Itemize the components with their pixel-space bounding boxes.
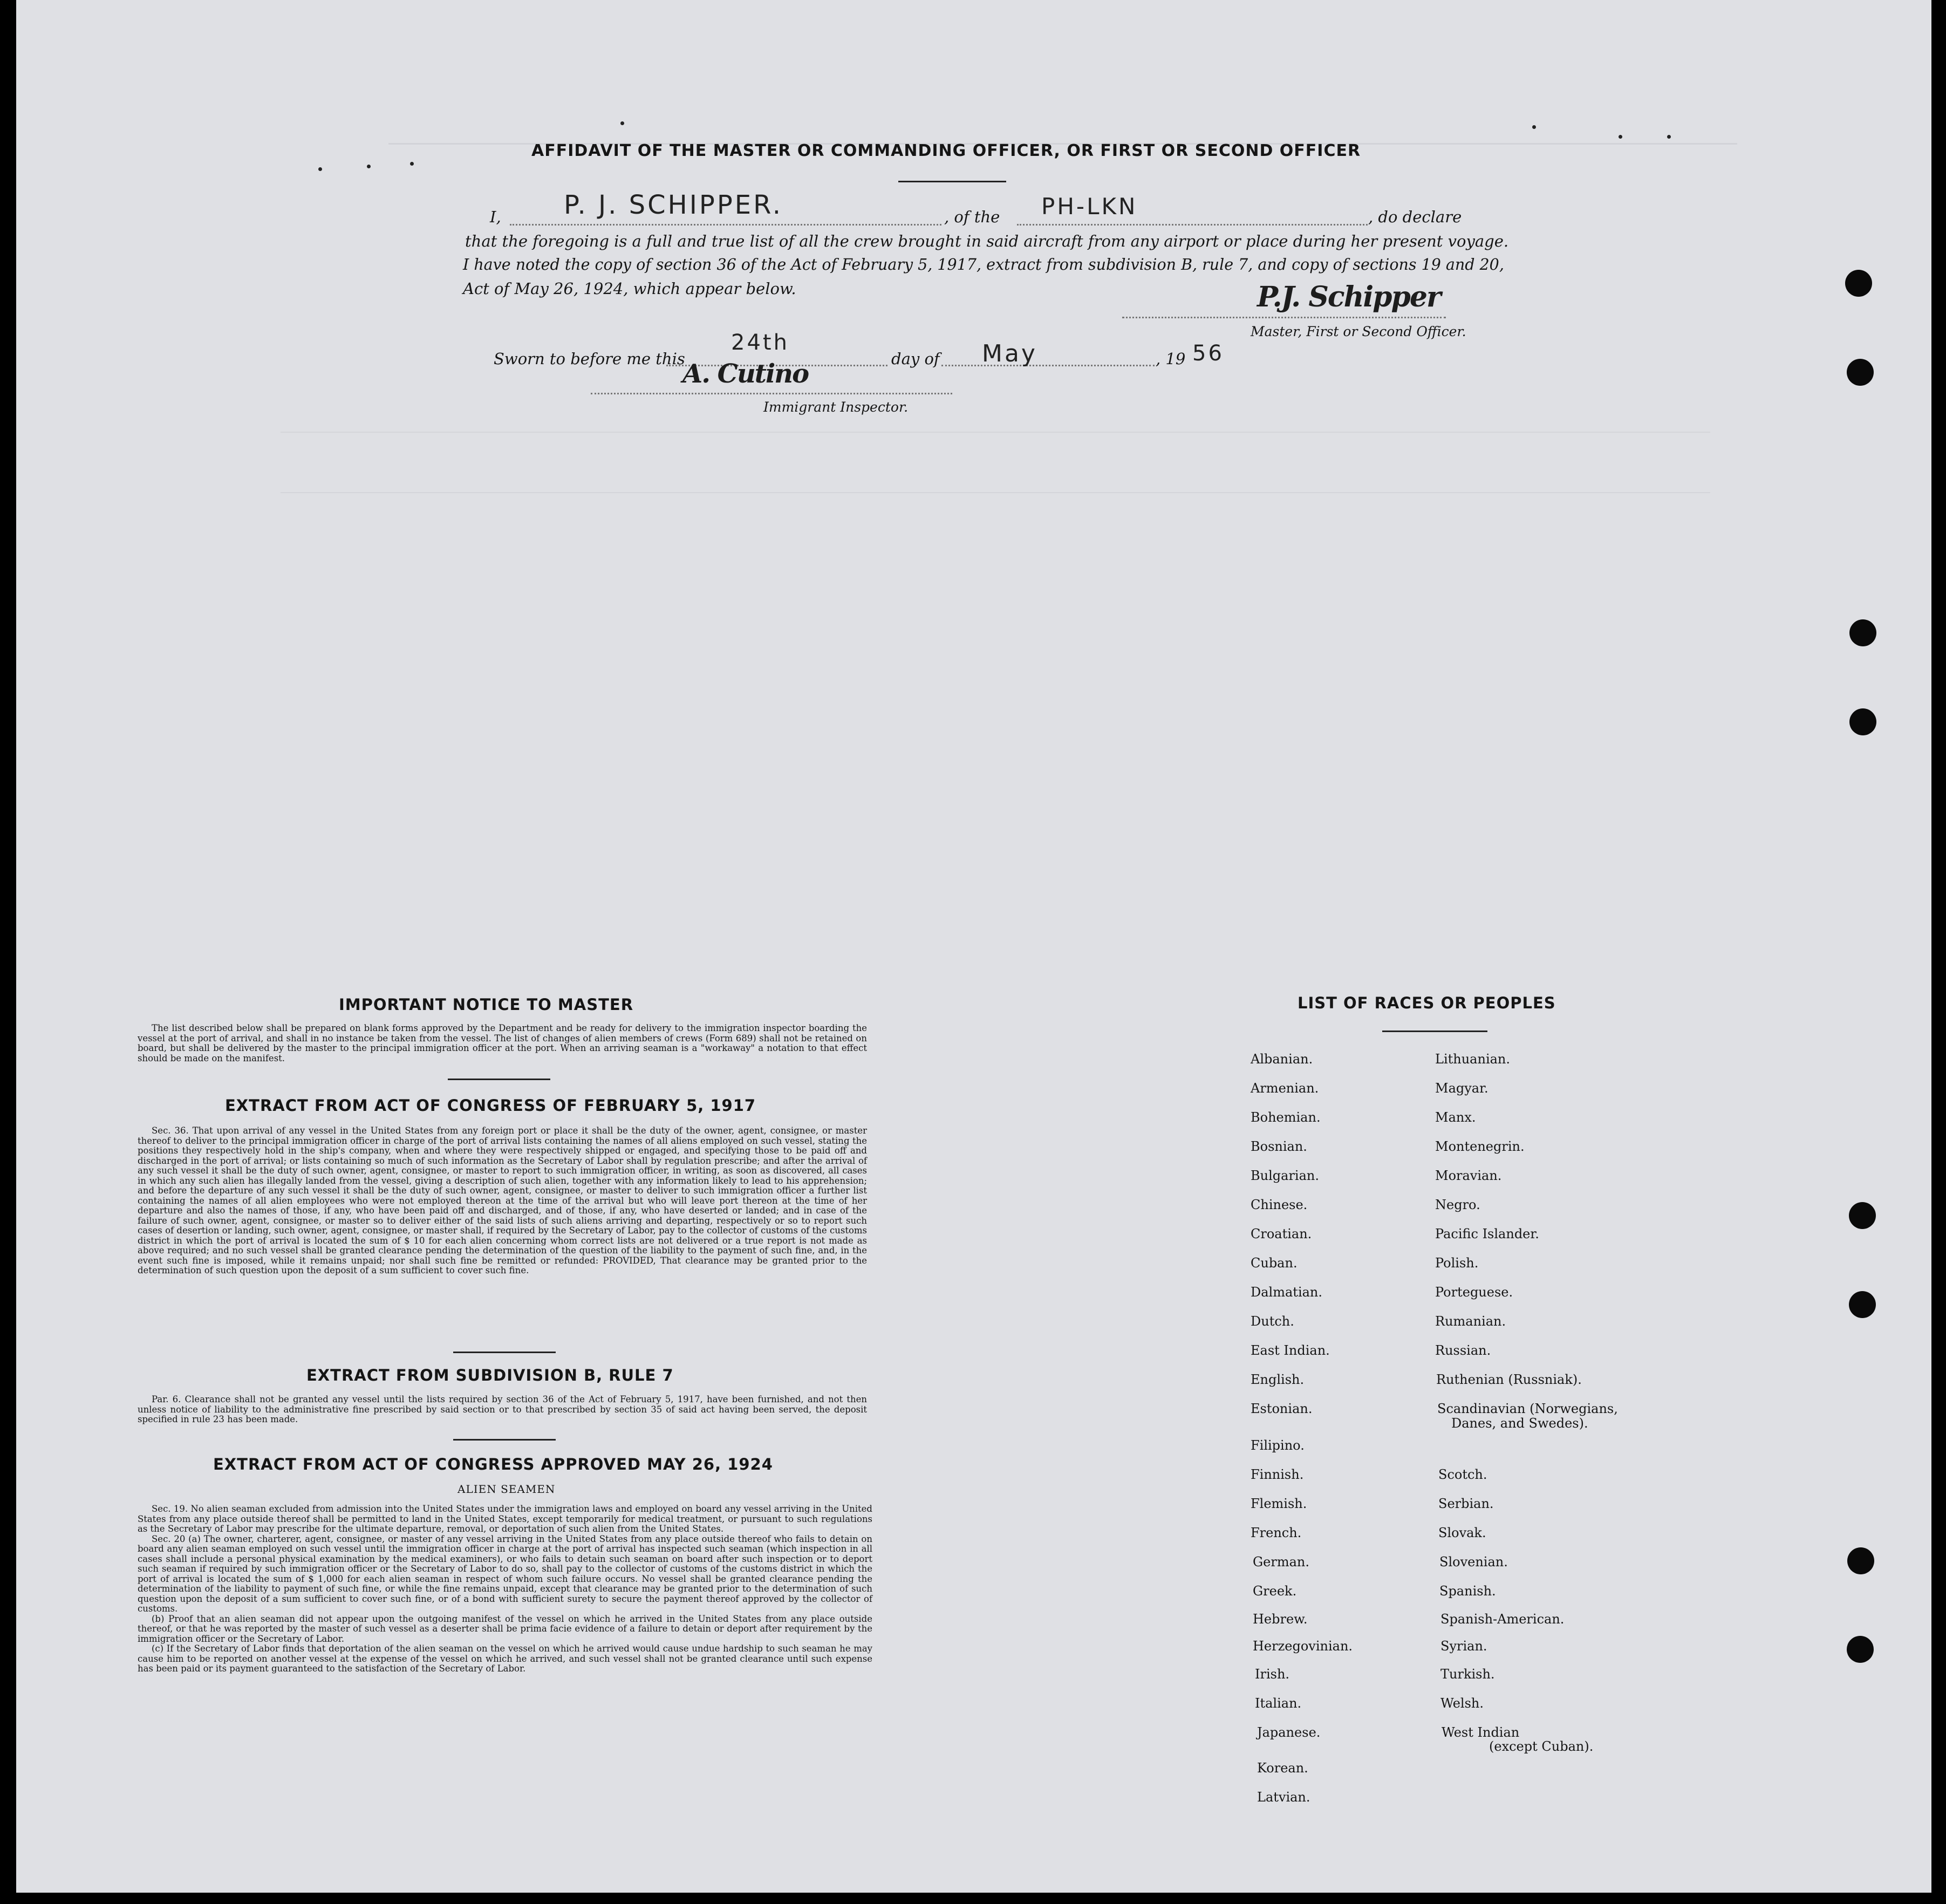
sworn-month-blank bbox=[941, 365, 1155, 366]
affidavit-of-the: , of the bbox=[944, 208, 1000, 226]
race-item: Bulgarian. bbox=[1251, 1168, 1319, 1183]
affidavit-line-4: Act of May 26, 1924, which appear below. bbox=[463, 279, 796, 298]
race-item: Lithuanian. bbox=[1435, 1052, 1511, 1067]
race-item: Negro. bbox=[1435, 1197, 1480, 1212]
sworn-day-handwritten: 24th bbox=[731, 330, 789, 355]
aircraft-blank bbox=[1017, 224, 1368, 226]
race-item: Slovenian. bbox=[1439, 1554, 1508, 1569]
race-item: Bosnian. bbox=[1251, 1139, 1307, 1154]
race-item: Albanian. bbox=[1251, 1052, 1313, 1067]
race-item: Moravian. bbox=[1435, 1168, 1502, 1183]
punch-hole bbox=[1849, 1202, 1876, 1229]
race-item: Herzegovinian. bbox=[1253, 1639, 1353, 1654]
bottom-edge bbox=[16, 1893, 1931, 1904]
race-item: Finnish. bbox=[1251, 1467, 1304, 1482]
punch-hole bbox=[1847, 359, 1874, 386]
race-item: Chinese. bbox=[1251, 1197, 1308, 1212]
race-item: Croatian. bbox=[1251, 1226, 1312, 1241]
affidavit-do-declare: , do declare bbox=[1368, 208, 1462, 226]
race-item: Bohemian. bbox=[1251, 1110, 1321, 1125]
race-item: Dutch. bbox=[1251, 1314, 1294, 1329]
race-item: Estonian. bbox=[1251, 1401, 1313, 1416]
extract-1917-text: Sec. 36. That upon arrival of any vessel in the United States from any foreign port or place it shall be the duty of the owner, agent, consignee, or master thereof to deliver to the principal immigration officer in charge of the port of arrival lists containing the names of all aliens employed on such vessel, stating the positions they respectively hold in the ship's company, when and where they were respectively shipped or engaged, and specifying those to be paid off and discharged in the port of arrival; or lists containing so much of such information as the Secretary of Labor shall by regulation prescribe; and after the arrival of any such vessel it shall be the duty of such owner, agent, consignee, or master to report to such immigration officer, in writing, as soon as discovered, all cases in which any such alien has illegally landed from the vessel, giving a description of such alien, together with any information likely to lead to his apprehension; and before the departure of any such vessel it shall be the duty of such owner, agent, consignee, or master to deliver to such immigration officer a further list containing the names of all alien employees who were not employed thereon at the time of the arrival but who will leave port thereon at the time of her departure and also the names of those, if any, who have been paid off and discharged, and of those, if any, who have deserted or landed; and in case of the failure of such owner, agent, consignee, or master so to deliver either of the said lists of such aliens arriving and departing, respectively or so to report such cases of desertion or landing, such owner, agent, consignee, or master shall, if required by the Secretary of Labor, pay to the collector of customs of the customs district in which the port of arrival is located the sum of $ 10 for each alien concerning whom correct lists are not delivered or a true report is not made as above required; and no such vessel shall be granted clearance pending the determination of the question of the liability to the payment of such fine, and, in the event such fine is imposed, while it remains unpaid; nor shall such fine be remitted or refunded: PROVIDED, That clearance may be granted prior to the determination of such question upon the deposit of a sum sufficient to cover such fine. bbox=[138, 1125, 867, 1275]
sec-20b-paragraph: (b) Proof that an alien seaman did not appear upon the outgoing manifest of the vessel on which he arrived in the United States from any place outside thereof, or that he was reported by the master of such vessel as a deserter shall be prima facie evidence of a failure to detain or deport after requirement by the immigration officer or the Secretary of Labor. bbox=[138, 1613, 872, 1644]
race-item: Turkish. bbox=[1440, 1667, 1495, 1682]
inspector-signature: A. Cutino bbox=[682, 359, 809, 389]
race-item: Serbian. bbox=[1438, 1496, 1494, 1511]
race-item: Dalmatian. bbox=[1251, 1285, 1323, 1300]
master-signature: P.J. Schipper bbox=[1257, 281, 1440, 313]
affidavit-title: AFFIDAVIT OF THE MASTER OR COMMANDING OFFICER, OR FIRST OR SECOND OFFICER bbox=[531, 141, 1361, 160]
master-signature-line bbox=[1122, 317, 1446, 318]
race-item: Porteguese. bbox=[1435, 1285, 1513, 1300]
races-title: LIST OF RACES OR PEOPLES bbox=[1298, 994, 1556, 1012]
extract-1917-rule bbox=[453, 1352, 556, 1353]
punch-hole bbox=[1849, 1291, 1876, 1318]
race-item: Danes, and Swedes). bbox=[1451, 1416, 1588, 1431]
punch-hole bbox=[1845, 270, 1872, 297]
race-item: Spanish-American. bbox=[1440, 1612, 1565, 1627]
race-item: French. bbox=[1251, 1525, 1302, 1540]
race-item: Flemish. bbox=[1251, 1496, 1307, 1511]
rule7-title: EXTRACT FROM SUBDIVISION B, RULE 7 bbox=[306, 1366, 674, 1384]
sworn-prefix: Sworn to before me this bbox=[494, 350, 685, 368]
races-rule bbox=[1382, 1031, 1487, 1032]
race-item: Scandinavian (Norwegians, bbox=[1437, 1401, 1618, 1416]
race-item: West Indian bbox=[1442, 1725, 1520, 1740]
sec-20c-paragraph: (c) If the Secretary of Labor finds that deportation of the alien seaman on the vessel on which he arrived would cause undue hardship to such seaman he may cause him to be reported on another vessel at the expense of the vessel on which he arrived, and such vessel shall not be granted clearance until such expense has been paid or its payment guaranteed to the satisfaction of the Secretary of Labor. bbox=[138, 1643, 872, 1674]
punch-hole bbox=[1847, 1636, 1874, 1663]
race-item: Magyar. bbox=[1435, 1081, 1488, 1096]
sworn-day-of: day of bbox=[891, 350, 940, 368]
aircraft-registration-handwritten: PH-LKN bbox=[1041, 193, 1138, 220]
race-item: Rumanian. bbox=[1435, 1314, 1506, 1329]
punch-hole bbox=[1849, 619, 1876, 646]
notice-text: The list described below shall be prepared on blank forms approved by the Department and be ready for delivery to the immigration inspector boarding the vessel at the port of arrival, and shall in no instance be taken from the vessel. The list of changes of alien members of crews (Form 689) shall not be retained on board, but shall be delivered by the master to the principal immigration officer at the port. When an arriving seaman is a "workaway" a notation to that effect should be made on the manifest. bbox=[138, 1023, 867, 1063]
race-item: Syrian. bbox=[1440, 1639, 1487, 1654]
race-item: (except Cuban). bbox=[1489, 1739, 1594, 1754]
notice-rule bbox=[448, 1079, 550, 1080]
race-item: Hebrew. bbox=[1253, 1612, 1308, 1627]
race-item: Welsh. bbox=[1440, 1696, 1484, 1711]
affidavit-title-rule bbox=[898, 181, 1006, 182]
race-item: Filipino. bbox=[1251, 1438, 1305, 1453]
officer-name-handwritten: P. J. SCHIPPER. bbox=[564, 190, 783, 220]
race-item: Korean. bbox=[1257, 1760, 1308, 1776]
race-item: Russian. bbox=[1435, 1343, 1491, 1358]
inspector-signature-line bbox=[591, 393, 952, 394]
race-item: Latvian. bbox=[1257, 1790, 1310, 1805]
extract-1924-title: EXTRACT FROM ACT OF CONGRESS APPROVED MAY 26, 1924 bbox=[213, 1455, 773, 1473]
race-item: East Indian. bbox=[1251, 1343, 1330, 1358]
speck bbox=[410, 162, 414, 166]
race-item: English. bbox=[1251, 1372, 1305, 1387]
punch-hole bbox=[1849, 708, 1876, 735]
race-item: Manx. bbox=[1435, 1110, 1476, 1125]
race-item: Armenian. bbox=[1251, 1081, 1319, 1096]
affidavit-line-2: that the foregoing is a full and true list of all the crew brought in said aircraft from any airport or place during her present voyage. bbox=[465, 232, 1509, 250]
sworn-year-handwritten: 56 bbox=[1192, 341, 1224, 366]
inspector-caption: Immigrant Inspector. bbox=[763, 399, 909, 415]
bleed-through-rows bbox=[281, 432, 1710, 493]
extract-1924-subtitle: ALIEN SEAMEN bbox=[458, 1483, 556, 1496]
race-item: Japanese. bbox=[1257, 1725, 1321, 1740]
rule7-text: Par. 6. Clearance shall not be granted any vessel until the lists required by section 36 of the Act of February 5, 1917, have been furnished, and not then unless notice of liability to the administrative fine prescribed by said section or to that prescribed by section 35 of said act having been served, the deposit specified in rule 23 has been made. bbox=[138, 1394, 867, 1424]
race-item: Cuban. bbox=[1251, 1255, 1298, 1271]
race-item: Polish. bbox=[1435, 1255, 1479, 1271]
sworn-month-handwritten: May bbox=[982, 340, 1037, 367]
race-item: Montenegrin. bbox=[1435, 1139, 1525, 1154]
speck bbox=[318, 167, 322, 171]
extract-1924-text bbox=[138, 1504, 872, 1674]
sec-20a-paragraph: Sec. 20 (a) The owner, charterer, agent, consignee, or master of any vessel arriving in the United States from any place outside thereof who fails to detain on board any alien seaman employed on such vessel until the immigration officer in charge at the port of arrival has inspected such seaman (which inspection in all cases shall include a personal physical examination by the medical examiners), or who fails to detain such seaman on board after such inspection or to deport such seaman if required by such immigration officer or the Secretary of Labor to do so, shall pay to the collector of customs of the customs district in which the port of arrival is located the sum of $ 1,000 for each alien seaman in respect of whom such failure occurs. No vessel shall be granted clearance pending the determination of the liability to payment of such fine, or while the fine remains unpaid, except that clearance may be granted prior to the determination of such question upon the deposit of a sum sufficient to cover such fine, or of a bond with sufficient surety to secure the payment thereof approved by the collector of customs. bbox=[138, 1533, 872, 1614]
extract-1917-title: EXTRACT FROM ACT OF CONGRESS OF FEBRUARY 5, 1917 bbox=[225, 1096, 756, 1115]
sec-19-paragraph: Sec. 19. No alien seaman excluded from admission into the United States under the immigration laws and employed on board any vessel arriving in the United States from any place outside thereof shall be permitted to land in the United States, except temporarily for medical treatment, or pursuant to such regulations as the Secretary of Labor may prescribe for the ultimate departure, removal, or deportation of such alien from the United States. bbox=[138, 1504, 872, 1534]
race-item: Spanish. bbox=[1439, 1584, 1496, 1599]
race-item: Italian. bbox=[1255, 1696, 1302, 1711]
rule7-rule bbox=[453, 1439, 556, 1441]
affidavit-prefix: I, bbox=[490, 208, 501, 226]
master-caption: Master, First or Second Officer. bbox=[1251, 324, 1466, 339]
race-item: Pacific Islander. bbox=[1435, 1226, 1539, 1241]
speck bbox=[367, 165, 371, 168]
race-item: Scotch. bbox=[1438, 1467, 1487, 1482]
affidavit-line-3: I have noted the copy of section 36 of the Act of February 5, 1917, extract from subdivision B, rule 7, and copy of sections 19 and 20, bbox=[463, 256, 1504, 274]
race-item: Slovak. bbox=[1438, 1525, 1486, 1540]
race-item: Ruthenian (Russniak). bbox=[1436, 1372, 1582, 1387]
punch-hole bbox=[1847, 1547, 1874, 1574]
sworn-year-prefix: , 19 bbox=[1156, 350, 1186, 368]
race-item: German. bbox=[1253, 1554, 1309, 1569]
name-blank bbox=[510, 224, 941, 226]
race-item: Irish. bbox=[1255, 1667, 1290, 1682]
race-item: Greek. bbox=[1253, 1584, 1297, 1599]
notice-title: IMPORTANT NOTICE TO MASTER bbox=[339, 995, 634, 1014]
